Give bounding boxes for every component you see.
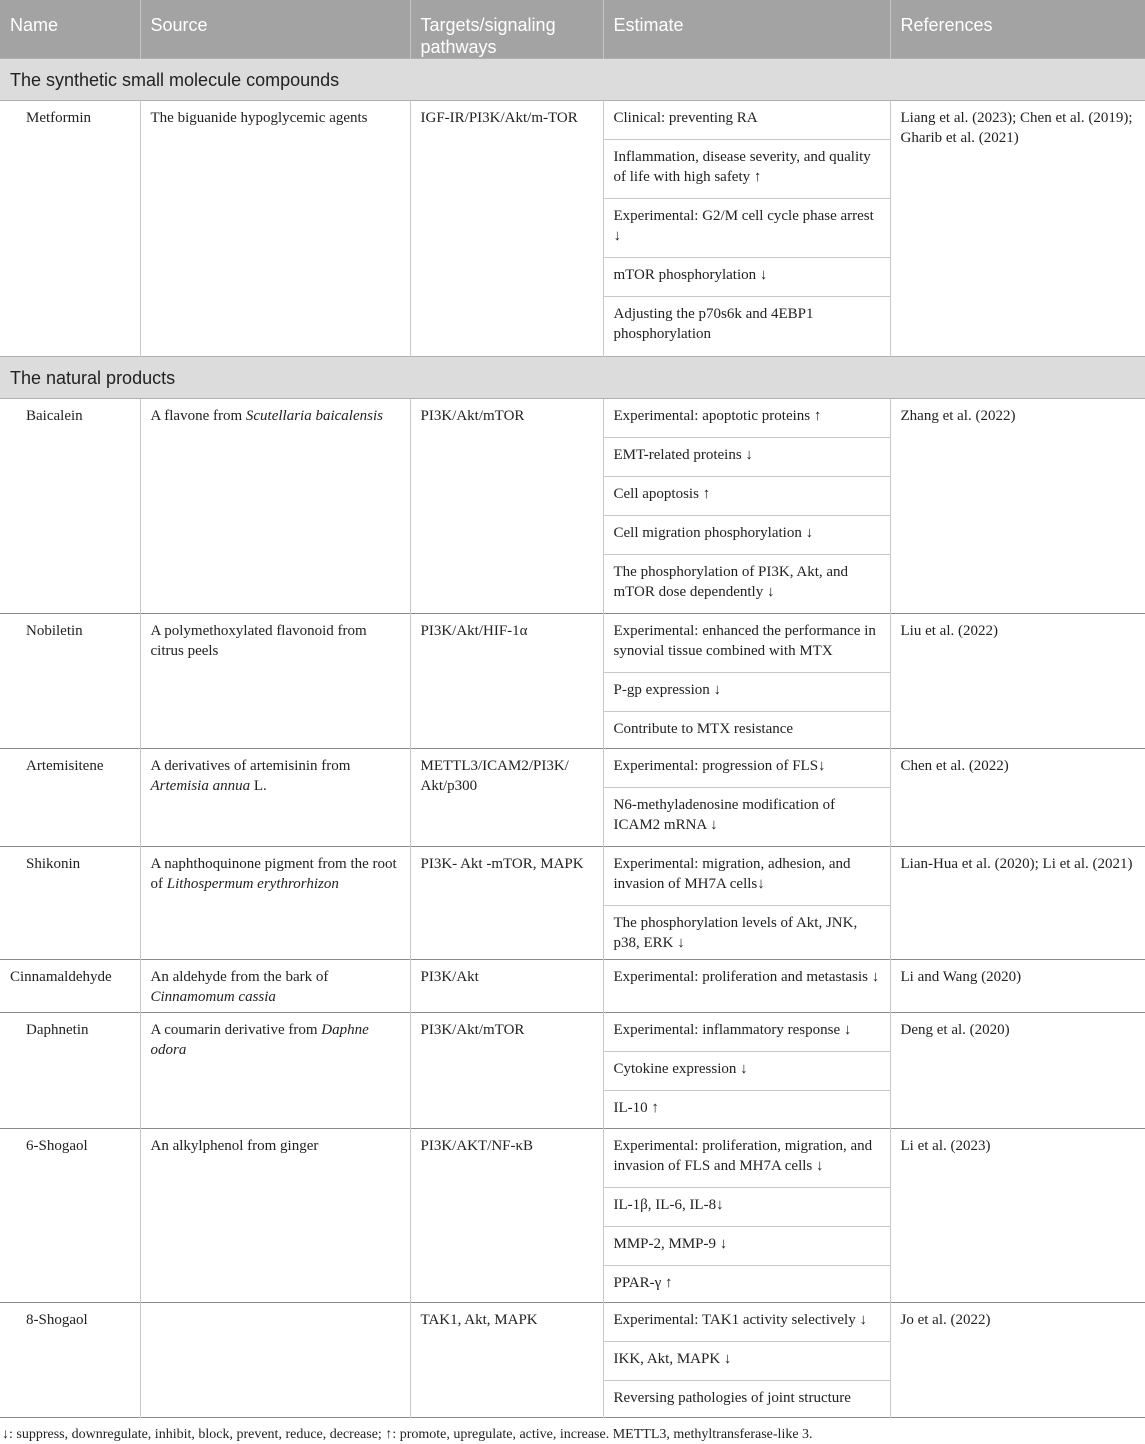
cell-references: Lian-Hua et al. (2020); Li et al. (2021)	[900, 856, 1133, 872]
cell-source	[140, 101, 410, 357]
estimate-line: Experimental: proliferation, migration, and invasion of FLS and MH7A cells ↓	[604, 1129, 890, 1188]
source-text: A coumarin derivative from	[150, 1022, 322, 1038]
estimate-line: Experimental: progression of FLS↓	[604, 749, 890, 788]
cell-name: Cinnamaldehyde	[0, 960, 140, 1013]
estimate-line: IL-1β, IL-6, IL-8↓	[604, 1188, 890, 1227]
source-text: The biguanide hypoglycemic agents	[150, 110, 368, 126]
cell-name: Daphnetin	[0, 1013, 140, 1129]
cell-references: Liu et al. (2022)	[900, 623, 998, 639]
cell-estimate	[603, 614, 890, 749]
source-text: A polymethoxylated flavonoid from citrus peels	[150, 623, 367, 659]
estimate-line: IKK, Akt, MAPK ↓	[604, 1342, 890, 1381]
source-text: An aldehyde from the bark of	[150, 969, 329, 985]
cell-targets: TAK1, Akt, MAPK	[410, 1303, 603, 1418]
cell-targets: PI3K/Akt/mTOR	[410, 1013, 603, 1129]
header-estimate: Estimate	[603, 0, 890, 59]
cell-estimate	[603, 399, 890, 614]
cell-name: Metformin	[0, 101, 140, 357]
estimate-line: Experimental: proliferation and metastasis ↓	[613, 969, 880, 985]
estimate-line: Clinical: preventing RA	[604, 101, 890, 140]
table-row	[0, 749, 1145, 847]
cell-targets: PI3K/AKT/NF-κB	[410, 1129, 603, 1303]
source-species: Lithospermum erythrorhizon	[166, 876, 339, 892]
cell-references: Li et al. (2023)	[900, 1138, 991, 1154]
cell-estimate	[603, 847, 890, 960]
cell-source	[140, 1303, 410, 1418]
cell-targets: PI3K/Akt	[410, 960, 603, 1013]
cell-references: Chen et al. (2022)	[900, 758, 1009, 774]
cell-estimate	[603, 749, 890, 847]
estimate-line: Cytokine expression ↓	[604, 1052, 890, 1091]
cell-targets: PI3K/Akt/HIF-1α	[410, 614, 603, 749]
estimate-line: N6-methyladenosine modification of ICAM2 mRNA ↓	[613, 797, 836, 833]
cell-references: Deng et al. (2020)	[900, 1022, 1010, 1038]
table-footnote: ↓: suppress, downregulate, inhibit, block, prevent, reduce, decrease; ↑: promote, upregulate, active, increase. METTL3, methyltransferase-like 3.	[2, 1427, 813, 1442]
cell-references: Liang et al. (2023); Chen et al. (2019); Gharib et al. (2021)	[900, 110, 1133, 146]
cell-targets: PI3K/Akt/mTOR	[410, 399, 603, 614]
table-row	[0, 960, 1145, 1013]
cell-references: Li and Wang (2020)	[900, 969, 1022, 985]
table-row	[0, 399, 1145, 614]
cell-source	[140, 1129, 410, 1303]
header-source: Source	[140, 0, 410, 59]
cell-references: Jo et al. (2022)	[900, 1312, 991, 1328]
source-species: Cinnamomum cassia	[150, 989, 276, 1005]
cell-estimate	[603, 101, 890, 357]
estimate-line: Reversing pathologies of joint structure	[613, 1390, 851, 1406]
cell-source	[140, 614, 410, 749]
section-title: The synthetic small molecule compounds	[0, 59, 1145, 101]
cell-estimate	[603, 1129, 890, 1303]
estimate-line: Adjusting the p70s6k and 4EBP1 phosphorylation	[613, 306, 814, 342]
cell-source	[140, 1013, 410, 1129]
source-text: A naphthoquinone pigment from the root of	[150, 856, 397, 892]
cell-source	[140, 749, 410, 847]
table-row	[0, 614, 1145, 749]
cell-estimate	[603, 960, 890, 1013]
cell-targets: PI3K- Akt -mTOR, MAPK	[410, 847, 603, 960]
cell-targets: IGF-IR/PI3K/Akt/m-TOR	[410, 101, 603, 357]
table-row	[0, 1129, 1145, 1303]
header-name: Name	[0, 0, 140, 59]
estimate-line: Experimental: TAK1 activity selectively ↓	[604, 1303, 890, 1342]
table-row	[0, 101, 1145, 357]
estimate-line: The phosphorylation of PI3K, Akt, and mTOR dose dependently ↓	[613, 564, 849, 600]
cell-targets: METTL3/ICAM2/PI3K/ Akt/p300	[410, 749, 603, 847]
header-targets: Targets/signaling pathways	[410, 0, 603, 59]
cell-name: Baicalein	[0, 399, 140, 614]
estimate-line: mTOR phosphorylation ↓	[604, 258, 890, 297]
header-references: References	[890, 0, 1145, 59]
source-text: An alkylphenol from ginger	[150, 1138, 319, 1154]
estimate-line: PPAR-γ ↑	[613, 1275, 673, 1291]
section-row	[0, 357, 1145, 399]
estimate-line: IL-10 ↑	[613, 1100, 659, 1116]
estimate-line: Experimental: migration, adhesion, and invasion of MH7A cells↓	[604, 847, 890, 906]
estimate-line: Experimental: G2/M cell cycle phase arrest ↓	[604, 199, 890, 258]
table-row	[0, 847, 1145, 960]
cell-estimate	[603, 1013, 890, 1129]
cell-name: 6-Shogaol	[0, 1129, 140, 1303]
cell-name: 8-Shogaol	[0, 1303, 140, 1418]
header-row	[0, 0, 1145, 59]
table-row	[0, 1303, 1145, 1418]
section-row	[0, 59, 1145, 101]
source-text: A flavone from	[150, 408, 246, 424]
cell-name: Shikonin	[0, 847, 140, 960]
estimate-line: MMP-2, MMP-9 ↓	[604, 1227, 890, 1266]
cell-references: Zhang et al. (2022)	[900, 408, 1016, 424]
estimate-line: Cell apoptosis ↑	[604, 477, 890, 516]
cell-name: Nobiletin	[0, 614, 140, 749]
cell-source	[140, 960, 410, 1013]
source-species: Artemisia annua	[150, 778, 251, 794]
estimate-line: EMT-related proteins ↓	[604, 438, 890, 477]
estimate-line: Inflammation, disease severity, and quality of life with high safety ↑	[604, 140, 890, 199]
estimate-line: Experimental: apoptotic proteins ↑	[604, 399, 890, 438]
source-suffix: L.	[250, 778, 267, 794]
estimate-line: The phosphorylation levels of Akt, JNK, p38, ERK ↓	[613, 915, 858, 951]
table-row	[0, 1013, 1145, 1129]
cell-source	[140, 847, 410, 960]
cell-name: Artemisitene	[0, 749, 140, 847]
estimate-line: P-gp expression ↓	[604, 673, 890, 712]
cell-estimate	[603, 1303, 890, 1418]
estimate-line: Cell migration phosphorylation ↓	[604, 516, 890, 555]
source-species: Daphne odora	[150, 1022, 369, 1058]
cell-source	[140, 399, 410, 614]
estimate-line: Experimental: inflammatory response ↓	[604, 1013, 890, 1052]
estimate-line: Experimental: enhanced the performance in synovial tissue combined with MTX	[604, 614, 890, 673]
estimate-line: Contribute to MTX resistance	[613, 721, 794, 737]
source-text: A derivatives of artemisinin from	[150, 758, 351, 774]
source-species: Scutellaria baicalensis	[245, 408, 383, 424]
section-title: The natural products	[0, 357, 1145, 399]
